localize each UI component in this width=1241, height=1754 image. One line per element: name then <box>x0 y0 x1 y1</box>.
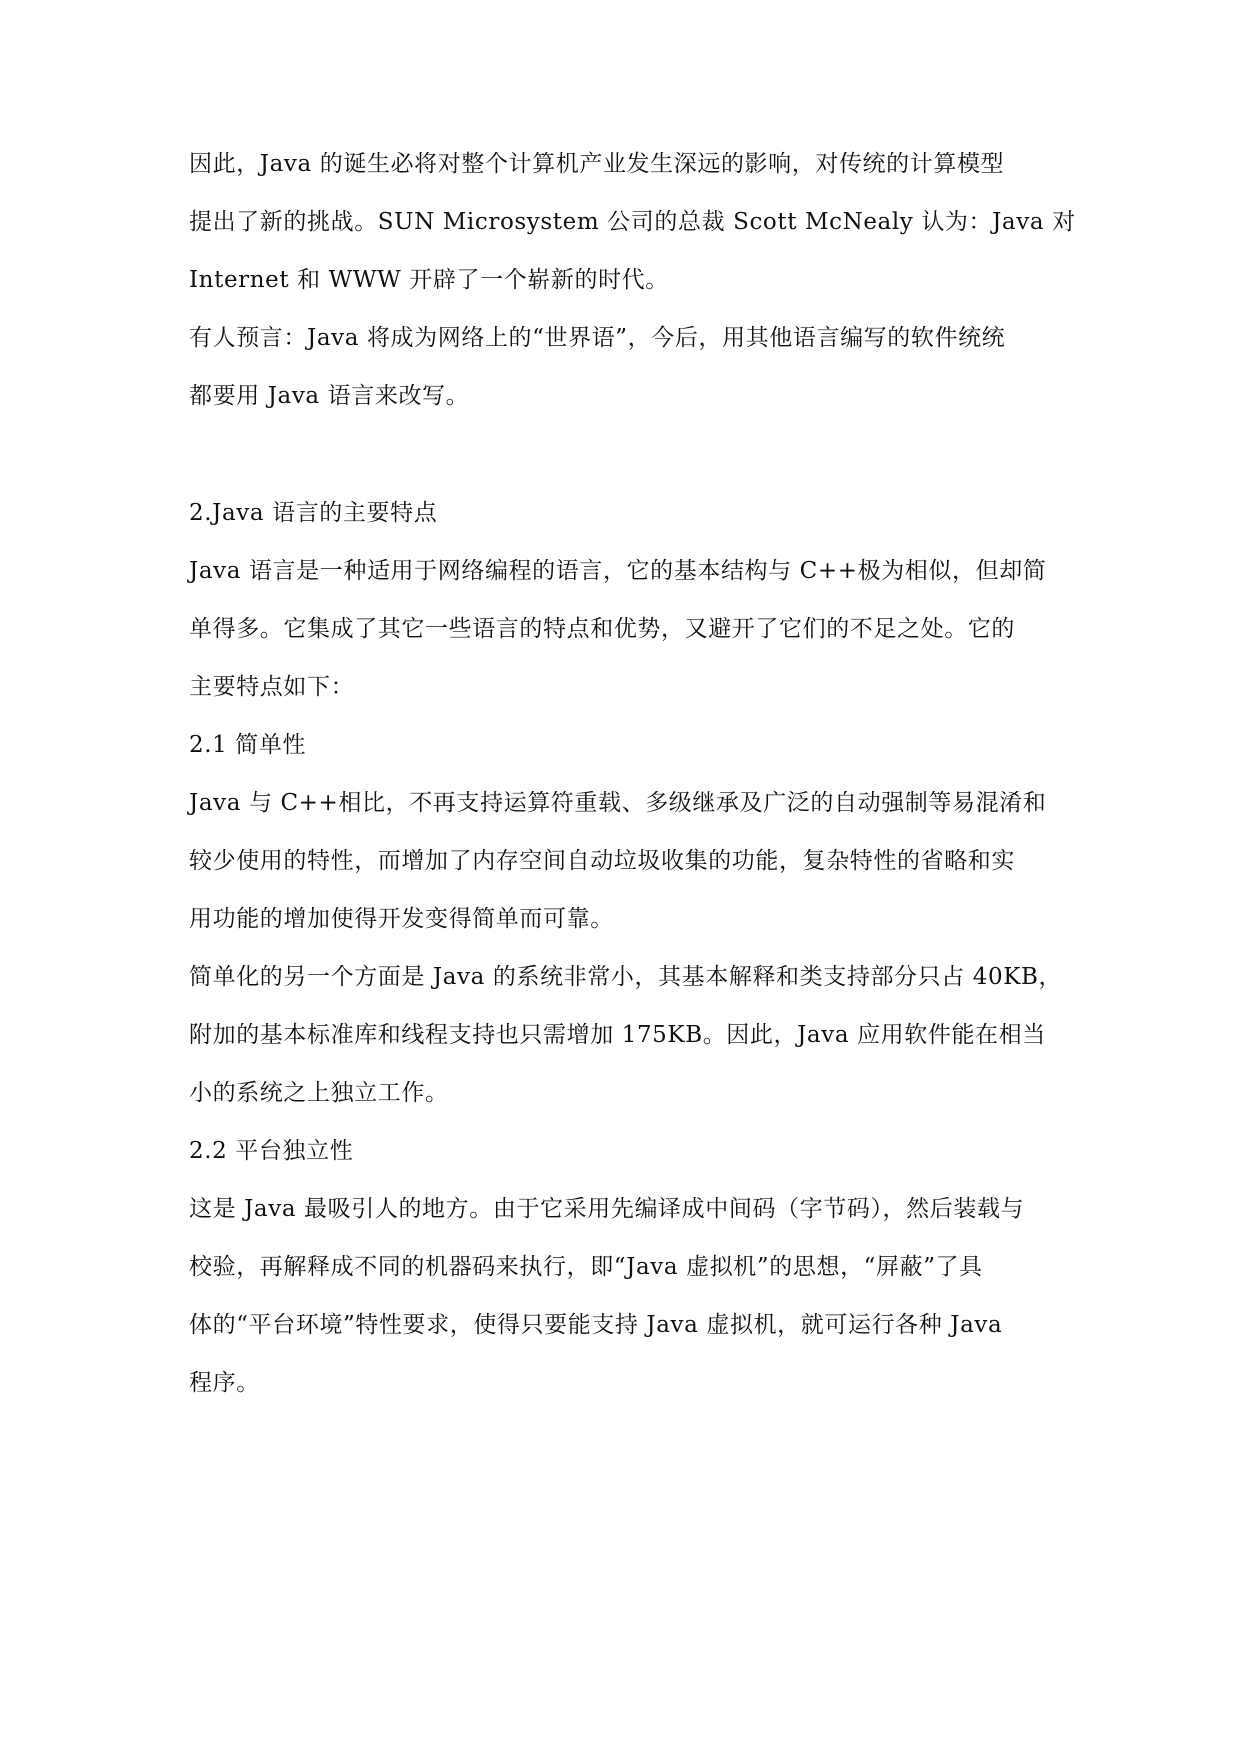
text-line: 小的系统之上独立工作。 <box>189 1080 449 1106</box>
text-line: 这是 Java 最吸引人的地方。由于它采用先编译成中间码（字节码），然后装载与 <box>189 1196 1025 1222</box>
text-line: 用功能的增加使得开发变得简单而可靠。 <box>189 906 614 932</box>
text-line: 程序。 <box>189 1370 260 1396</box>
text-line: 因此，Java 的诞生必将对整个计算机产业发生深远的影响，对传统的计算模型 <box>189 151 1005 177</box>
text-line: 简单化的另一个方面是 Java 的系统非常小，其基本解释和类支持部分只占 40KB， <box>189 964 1063 990</box>
text-line: 提出了新的挑战。SUN Microsystem 公司的总裁 Scott McNealy 认为：Java 对 <box>189 209 1076 235</box>
subsection-heading: 2.2 平台独立性 <box>189 1138 354 1164</box>
text-line: Java 与 C++相比，不再支持运算符重载、多级继承及广泛的自动强制等易混淆和 <box>189 790 1047 816</box>
text-line: 都要用 Java 语言来改写。 <box>189 383 470 409</box>
text-line: 校验，再解释成不同的机器码来执行，即“Java 虚拟机”的思想，“屏蔽”了具 <box>189 1254 983 1280</box>
text-line: 有人预言：Java 将成为网络上的“世界语”，今后，用其他语言编写的软件统统 <box>189 325 1006 351</box>
text-line: Java 语言是一种适用于网络编程的语言，它的基本结构与 C++极为相似，但却简 <box>189 558 1047 584</box>
text-line: 较少使用的特性，而增加了内存空间自动垃圾收集的功能，复杂特性的省略和实 <box>189 848 1015 874</box>
text-line: 主要特点如下： <box>189 674 355 700</box>
text-line: 单得多。它集成了其它一些语言的特点和优势，又避开了它们的不足之处。它的 <box>189 616 1015 642</box>
text-line: 体的“平台环境”特性要求，使得只要能支持 Java 虚拟机，就可运行各种 Java <box>189 1312 1003 1338</box>
text-line: 附加的基本标准库和线程支持也只需增加 175KB。因此，Java 应用软件能在相当 <box>189 1022 1046 1048</box>
text-line: Internet 和 WWW 开辟了一个崭新的时代。 <box>189 267 669 293</box>
section-heading: 2.Java 语言的主要特点 <box>189 500 438 526</box>
subsection-heading: 2.1 简单性 <box>189 732 307 758</box>
